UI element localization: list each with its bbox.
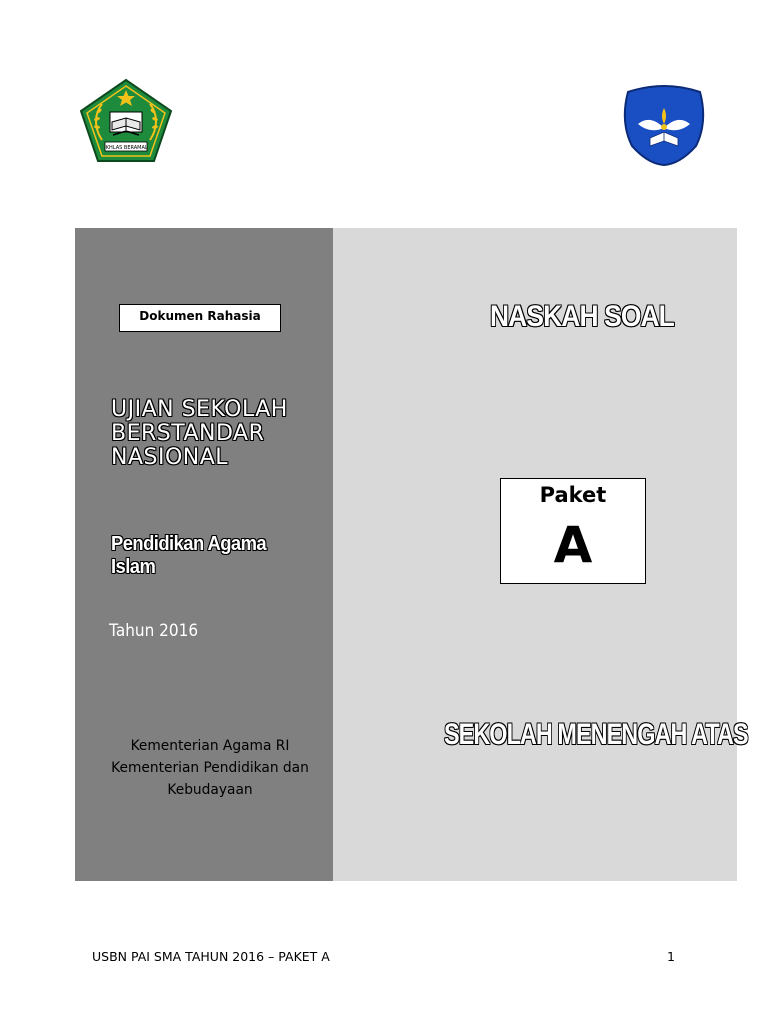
exam-title xyxy=(111,398,331,470)
kementerian-agama-logo xyxy=(80,78,173,163)
paket-letter: A xyxy=(553,516,593,574)
confidential-label-text: Dokumen Rahasia xyxy=(139,309,261,323)
exam-title-line: BERSTANDAR xyxy=(111,421,265,446)
emblem-motto: IKHLAS BERAMAL xyxy=(104,145,148,151)
exam-year: Tahun 2016 xyxy=(109,621,199,641)
exam-title-line: UJIAN SEKOLAH xyxy=(111,397,288,422)
tut-wuri-handayani-emblem-icon xyxy=(620,74,708,166)
subject-title: Pendidikan Agama Islam xyxy=(111,533,267,578)
page-number: 1 xyxy=(667,949,675,964)
naskah-soal-heading: NASKAH SOAL xyxy=(490,300,674,333)
ministry-block xyxy=(68,735,353,801)
exam-title-line: NASIONAL xyxy=(111,445,229,470)
ministry-line: Kementerian Pendidikan dan Kebudayaan xyxy=(111,760,309,798)
ministry-line: Kementerian Agama RI xyxy=(130,738,290,754)
paket-box xyxy=(500,478,646,584)
tut-wuri-handayani-logo xyxy=(620,74,708,166)
kementerian-agama-emblem-icon xyxy=(80,78,173,163)
emblem-motto: TUTWURI HANDAYANI xyxy=(620,74,699,82)
confidential-label xyxy=(119,304,281,332)
footer-text: USBN PAI SMA TAHUN 2016 – PAKET A xyxy=(92,949,330,964)
paket-label: Paket xyxy=(539,483,607,507)
school-level-heading: SEKOLAH MENENGAH ATAS xyxy=(444,718,748,751)
